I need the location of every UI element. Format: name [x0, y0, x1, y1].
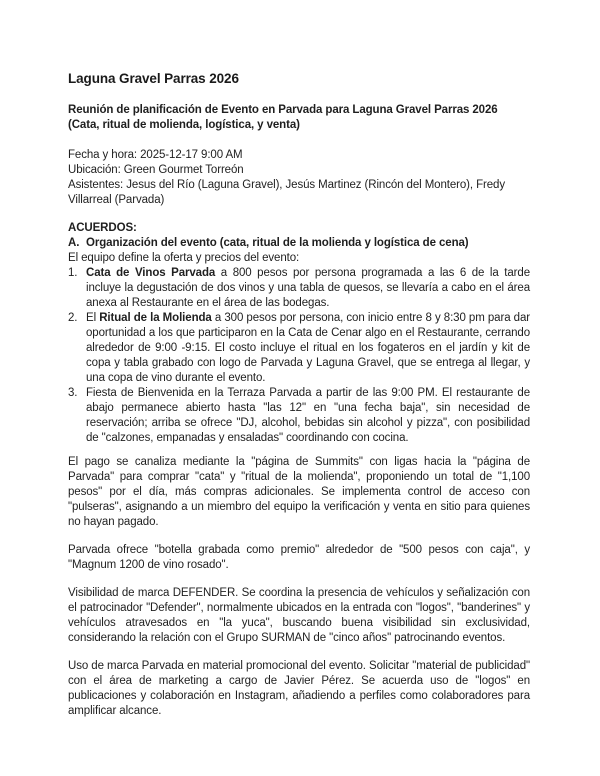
agenda-list	[68, 266, 530, 446]
document-title: Laguna Gravel Parras 2026	[68, 71, 239, 86]
section-a-title: Organización del evento (cata, ritual de la molienda y logística de cena)	[86, 237, 469, 249]
section-a-heading	[68, 236, 530, 251]
meeting-location: Ubicación: Green Gourmet Torreón	[68, 164, 244, 176]
list-item-marker: 1.	[68, 267, 78, 279]
list-item-fiesta	[68, 386, 530, 446]
list-item-prefix: El	[86, 312, 100, 324]
list-item-text: a 300 pesos por persona, con inicio entre 8 y 8:30 pm para dar oportunidad a los que participaron en la Cata de Cenar algo en el Restaurante, cerrando alrededor de 9:00 -9:15. El costo incluye el ritual en los fogateros en el jardín y kit de copa y tabla grabado con logo de Parvada y Laguna Gravel, que se entrega al llegar, y una copa de vino durante el evento.	[86, 312, 530, 384]
paragraph-defender: Visibilidad de marca DEFENDER. Se coordina la presencia de vehículos y señalización con el patrocinador "Defender", normalmente ubicados en la entrada con "logos", "banderines" y vehículos atravesados en "la yuca", buscando buena visibilidad sin exclusividad, considerando la relación con el Grupo SURMAN de "cinco años" patrocinando eventos.	[68, 587, 530, 644]
list-item-text: a 800 pesos por persona programada a las 6 de la tarde incluye la degustación de dos vinos y una tabla de quesos, se llevaría a cabo en el área anexa al Restaurante en el área de las bodegas.	[86, 267, 530, 309]
list-item-cata	[68, 266, 530, 311]
list-item-bold-lead: Ritual de la Molienda	[99, 312, 212, 324]
list-item-bold-lead: Cata de Vinos Parvada	[86, 267, 216, 279]
list-item-marker: 2.	[68, 312, 78, 324]
acuerdos-section	[68, 221, 530, 446]
paragraph-pago: El pago se canaliza mediante la "página de Summits" con ligas hacia la "página de Parvada" para comprar "cata" y "ritual de la molienda", proponiendo un total de "1,100 pesos" por el día, más compras adicionales. Se implementa control de acceso con "pulseras", asignando a un miembro del equipo la verificación y venta en sitio para quienes no hayan pagado.	[68, 456, 530, 528]
section-a-intro: El equipo define la oferta y precios del evento:	[68, 252, 300, 264]
meeting-subject: Reunión de planificación de Evento en Parvada para Laguna Gravel Parras 2026 (Cata, ritual de molienda, logística, y venta)	[68, 104, 498, 131]
paragraph-premio: Parvada ofrece "botella grabada como premio" alrededor de "500 pesos con caja", y "Magnum 1200 de vino rosado".	[68, 544, 530, 571]
meeting-datetime: Fecha y hora: 2025-12-17 9:00 AM	[68, 149, 243, 161]
list-item-marker: 3.	[68, 387, 78, 399]
list-item-text: Fiesta de Bienvenida en la Terraza Parvada a partir de las 9:00 PM. El restaurante de abajo permanece abierto hasta "las 12" en "una fecha baja", sin necesidad de reservación; arriba se ofrece "DJ, alcohol, bebidas sin alcohol y pizza", con posibilidad de "calzones, empanadas y ensaladas" coordinando con cocina.	[86, 387, 530, 444]
list-item-molienda	[68, 311, 530, 386]
paragraph-marca: Uso de marca Parvada en material promocional del evento. Solicitar "material de publicidad" con el área de marketing a cargo de Javier Pérez. Se acuerda uso de "logos" en publicaciones y colaboración en Instagram, añadiendo a perfiles como colaboradores para amplificar alcance.	[68, 660, 530, 717]
acuerdos-heading: ACUERDOS:	[68, 222, 137, 234]
meeting-attendees: Asistentes: Jesus del Río (Laguna Gravel), Jesús Martinez (Rincón del Montero), Fredy Villarreal (Parvada)	[68, 179, 505, 206]
meeting-meta	[68, 148, 530, 208]
section-a-marker: A.	[68, 237, 80, 249]
